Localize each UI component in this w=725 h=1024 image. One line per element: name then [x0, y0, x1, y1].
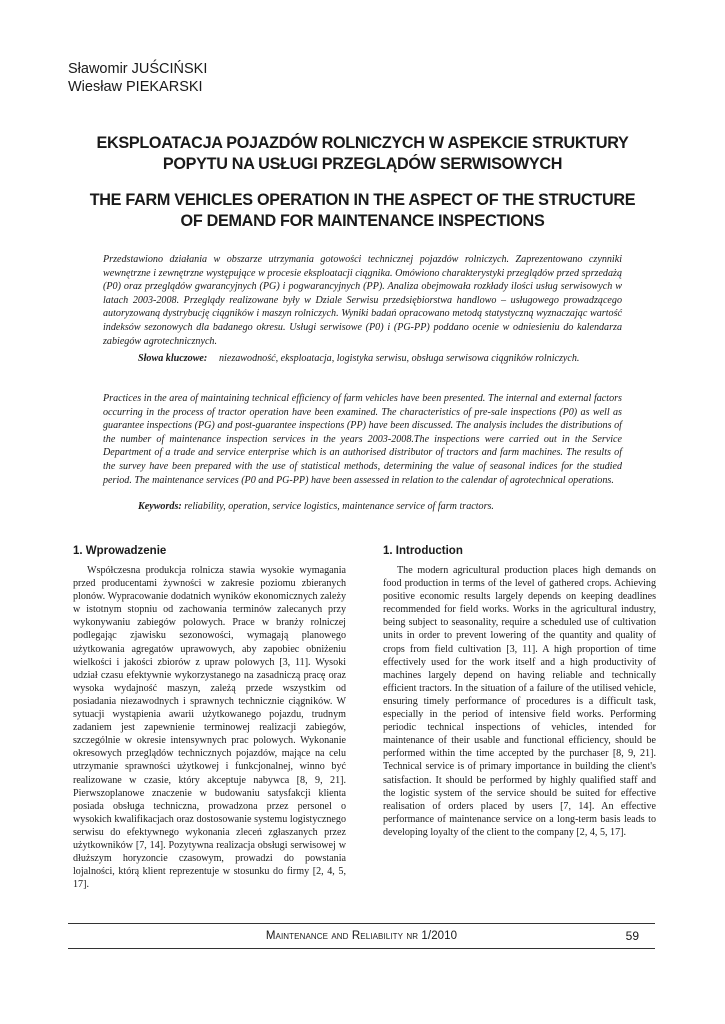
- section-heading-polish: 1. Wprowadzenie: [73, 545, 167, 557]
- author-name: Wiesław PIEKARSKI: [68, 79, 203, 95]
- title-polish: [70, 133, 655, 175]
- author-list: [68, 60, 207, 96]
- title-english: [70, 190, 655, 232]
- page-number: 59: [625, 929, 639, 943]
- section-heading-english: 1. Introduction: [383, 545, 463, 557]
- title-line: EKSPLOATACJA POJAZDÓW ROLNICZYCH W ASPEKCIE STRUKTURY: [96, 134, 629, 152]
- keywords-label: Keywords:: [138, 501, 182, 512]
- body-paragraph: The modern agricultural production places high demands on food production in terms of the level of gathered crops. Achieving positive economic results largely depends on keeping deadlines recommended for field works. Works in the agricultural industry, being subject to seasonality, require a scheduled use of cultivation units in order to prevent lowering of the quantity and quality of crops from field cultivation [3, 11]. A high proportion of time effectively used for the work itself and a high productivity of machines largely depend on having reliable and technically efficient tractors. In the situation of a failure of the utilised vehicle, ensuring timely performance of procedures is a difficult task, especially in the period of intensive field works. Performing periodic technical inspections of vehicles, intended for maintenance of their usable and functional efficiency, should be performed within the time accepted by the purchaser [8, 9, 21]. Technical service is of primary importance in building the client's satisfaction. It should be performed by highly qualified staff and the logistic system of the service should be suited for effective realisation of orders placed by users [7, 14]. An effective performance of maintenance service on a long-term basis leads to developing loyalty of the client to the company [2, 4, 5, 17].: [383, 565, 656, 838]
- keywords-value: niezawodność, eksploatacja, logistyka serwisu, obsługa serwisowa ciągników rolniczych.: [219, 353, 580, 364]
- body-paragraph: Współczesna produkcja rolnicza stawia wysokie wymagania przed producentami żywności w zakresie poziomu zbieranych plonów. Wypracowanie dodatnich wyników ekonomicznych zależy w istotnym stopniu od zachowania terminów zalecanych przy wykonywaniu zabiegów polowych. Prace w branży rolniczej podlegając zjawisku sezonowości, wymagają planowego użytkowania agregatów uprawowych, aby zapobiec obniżeniu wielkości i jakości zbiorów z upraw polowych [3, 11]. Wysoki udział czasu efektywnie wykorzystanego na zasadniczą pracę oraz wysoka wydajność maszyn, zależą przede wszystkim od posiadania niezawodnych i sprawnych technicznie ciągników. W sytuacji wystąpienia awarii użytkowanego pojazdu, trudnym zadaniem jest zapewnienie terminowej realizacji zabiegów, szczególnie w okresie intensywnych prac polowych. Wykonanie okresowych przeglądów technicznych pojazdów, mające na celu utrzymanie sprawności użytkowej i funkcjonalnej, winno być realizowane w czasie, który akceptuje nabywca [8, 9, 21]. Pierwszoplanowe znaczenie w budowaniu satysfakcji klienta posiada obsługa techniczna, prowadzona przez personel o wysokich kwalifikacjach oraz dostosowanie systemu logistycznego serwisu do efektywnego wykonania zleceń zgłaszanych przez użytkowników [7, 14]. Pozytywna realizacja obsługi serwisowej w dłuższym horyzoncie czasowym, prowadzi do powstania lojalności, którą klient reprezentuje w stosunku do firmy [2, 4, 5, 17].: [73, 565, 346, 891]
- keywords-label: Słowa kluczowe:: [138, 353, 208, 364]
- journal-name: Maintenance and Reliability nr 1/2010: [265, 930, 458, 942]
- keywords-value: reliability, operation, service logistics, maintenance service of farm tractors.: [184, 501, 494, 512]
- title-line: THE FARM VEHICLES OPERATION IN THE ASPECT OF THE STRUCTURE: [89, 191, 636, 209]
- footer-rule: [68, 923, 655, 924]
- body-column-polish: [73, 564, 346, 891]
- footer-rule: [68, 948, 655, 949]
- title-line: OF DEMAND FOR MAINTENANCE INSPECTIONS: [180, 212, 545, 230]
- abstract-english: Practices in the area of maintaining technical efficiency of farm vehicles have been presented. The internal and external factors occurring in the process of tractor operation have been examined. The characteristics of pre-sale inspections (P0) as well as guarantee inspections (PG) and post-guarantee inspections (PP) have been discussed. The analysis includes the distributions of the number of maintenance inspection services in the years 2003-2008.The inspections were carried out in the Service Department of a trade and service enterprise which is an authorised distributor of tractors and farm machines. The results of the survey have been prepared with the use of statistical methods, determining the value of seasonal indices for the studied period. The maintenance services (P0 and PG-PP) have been assessed in relation to the calendar of agrotechnical operations.: [103, 393, 622, 486]
- keywords-polish: [138, 352, 619, 366]
- abstract-polish: Przedstawiono działania w obszarze utrzymania gotowości technicznej pojazdów rolniczych. Zaprezentowano czynniki wewnętrzne i zewnętrzne występujące w procesie eksploatacji ciągnika. Omówiono charakterystyki przeglądów przed sprzedażą (P0) oraz przeglądów gwarancyjnych (PG) i pogwarancyjnych (PP). Analiza obejmowała rozkłady ilości usług serwisowych w latach 2003-2008. Przeglądy realizowane były w Dziale Serwisu przedsiębiorstwa handlowo – usługowego prowadzącego autoryzowaną dystrybucję ciągników i maszyn rolniczych. Wyniki badań opracowano metodą statystyczną wyznaczając wartość indeksów sezonowych dla badanego okresu. Usługi serwisowe (P0) i (PG-PP) poddano ocenie w odniesieniu do kalendarza zabiegów agrotechnicznych.: [103, 254, 622, 347]
- body-column-english: [383, 564, 656, 839]
- author-name: Sławomir JUŚCIŃSKI: [68, 61, 208, 77]
- title-line: POPYTU NA USŁUGI PRZEGLĄDÓW SERWISOWYCH: [162, 155, 563, 173]
- keywords-english: [138, 500, 494, 514]
